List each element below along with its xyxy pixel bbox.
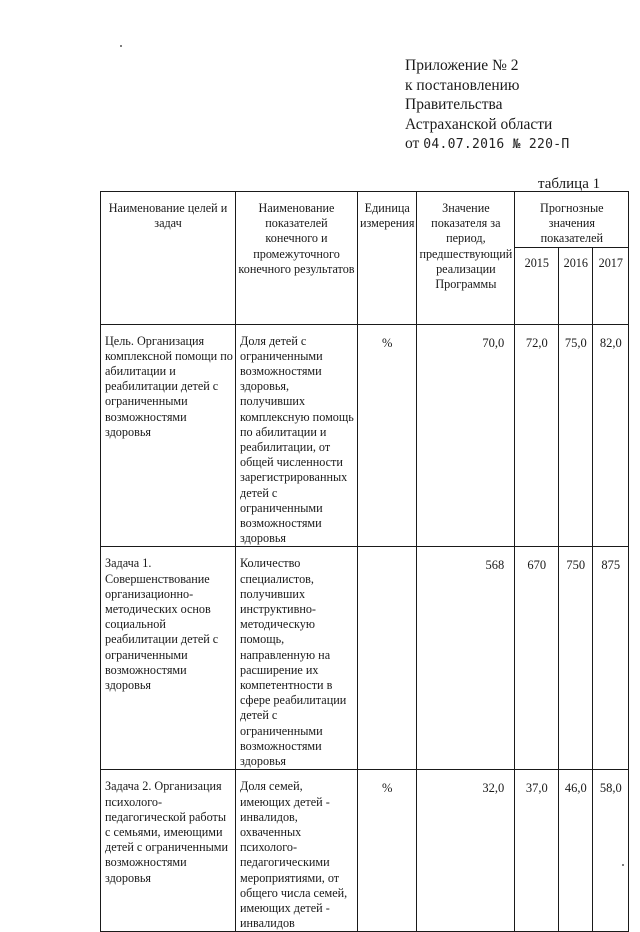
- handwritten-date-number: 04.07.2016 № 220-П: [423, 137, 570, 152]
- header-year-2015: 2015: [515, 247, 559, 324]
- date-prefix: от: [405, 135, 420, 152]
- value-2017-cell: 875: [593, 547, 629, 770]
- goal-cell: Цель. Организация комплексной помощи по абилитации и реабилитации детей с ограниченными возможностями здоровья: [101, 324, 236, 547]
- unit-cell: [358, 547, 417, 770]
- header-row: [101, 192, 629, 248]
- indicators-table: [100, 191, 629, 932]
- header-year-2017: 2017: [593, 247, 629, 324]
- resolution-line: к постановлению: [405, 76, 520, 94]
- header-indicators: Наименование показателей конечного и промежуточного конечного результатов: [236, 192, 358, 325]
- header-forecast: Прогнозные значения показателей: [515, 192, 629, 248]
- table-row: [101, 324, 629, 547]
- unit-cell: %: [358, 324, 417, 547]
- value-2016-cell: 46,0: [559, 770, 593, 932]
- header-year-2016: 2016: [559, 247, 593, 324]
- scan-speck: [622, 864, 624, 866]
- value-2015-cell: 37,0: [515, 770, 559, 932]
- header-unit: Единица измерения: [358, 192, 417, 325]
- value-2015-cell: 670: [515, 547, 559, 770]
- value-2017-cell: 58,0: [593, 770, 629, 932]
- region-line: Астраханской области: [405, 115, 553, 133]
- value-2016-cell: 750: [559, 547, 593, 770]
- appendix-number: Приложение № 2: [405, 57, 519, 74]
- date-line: [405, 134, 569, 155]
- goal-cell: Задача 2. Организация психолого-педагогической работы с семьями, имеющими детей с ограниченными возможностями здоровья: [101, 770, 236, 932]
- value-2015-cell: 72,0: [515, 324, 559, 547]
- indicator-cell: Доля семей, имеющих детей - инвалидов, охваченных психолого-педагогическими мероприятиями, от общего числа семей, имеющих детей - инвалидов: [236, 770, 358, 932]
- goal-cell: Задача 1. Совершенствование организационно-методических основ социальной реабилитации детей с ограниченными возможностями здоровья: [101, 547, 236, 770]
- table-caption: таблица 1: [538, 176, 601, 192]
- indicator-cell: Доля детей с ограниченными возможностями здоровья, получивших комплексную помощь по абилитации и реабилитации, от общей численности зарегистрированных детей с ограниченными возможностями здоровья: [236, 324, 358, 547]
- scan-speck: [120, 45, 122, 47]
- appendix-header: [405, 56, 569, 155]
- indicator-cell: Количество специалистов, получивших инструктивно-методическую помощь, направленную на расширение их компетентности в сфере реабилитации детей с ограниченными возможностями здоровья: [236, 547, 358, 770]
- prior-value-cell: 568: [417, 547, 515, 770]
- government-line: Правительства: [405, 96, 503, 113]
- prior-value-cell: 32,0: [417, 770, 515, 932]
- table-row: [101, 770, 629, 932]
- value-2017-cell: 82,0: [593, 324, 629, 547]
- header-goals: Наименование целей и задач: [101, 192, 236, 325]
- table-row: [101, 547, 629, 770]
- unit-cell: %: [358, 770, 417, 932]
- value-2016-cell: 75,0: [559, 324, 593, 547]
- header-prior-value: Значение показателя за период, предшествующий реализации Программы: [417, 192, 515, 325]
- prior-value-cell: 70,0: [417, 324, 515, 547]
